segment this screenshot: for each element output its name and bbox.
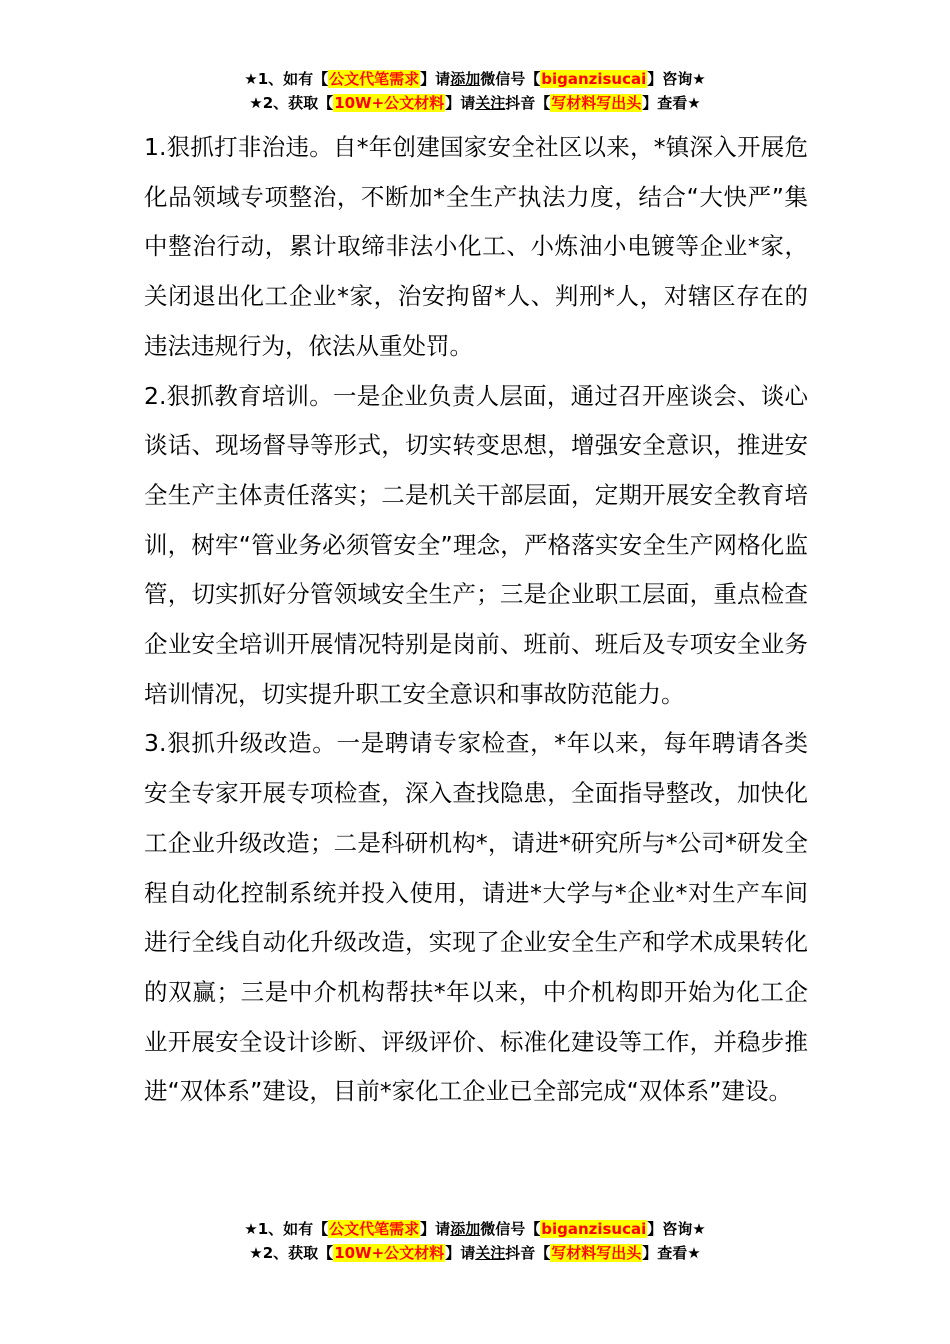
paragraph-1: 1.狠抓打非治违。自*年创建国家安全社区以来，*镇深入开展危化品领域专项整治，不断加*全生产执法力度，结合“大快严”集中整治行动，累计取缔非法小化工、小炼油小电镀等企业*家，关闭退出化工企业*家，治安拘留*人、判刑*人，对辖区存在的违法违规行为，依法从重处罚。 bbox=[144, 133, 808, 360]
promo-line-2: ★2、获取【10W+公文材料】请关注抖音【写材料写出头】查看★ bbox=[249, 94, 701, 112]
highlight-service: 公文代笔需求 bbox=[329, 70, 420, 88]
bottom-promo-banner bbox=[0, 1218, 950, 1266]
highlight-service: 公文代笔需求 bbox=[329, 1220, 420, 1238]
highlight-douyin: 写材料写出头 bbox=[551, 94, 642, 112]
highlight-materials: 10W+公文材料 bbox=[334, 1244, 445, 1262]
highlight-wechat-id: biganzisucai bbox=[541, 70, 647, 88]
top-promo-banner bbox=[0, 68, 950, 116]
paragraph-2: 2.狠抓教育培训。一是企业负责人层面，通过召开座谈会、谈心谈话、现场督导等形式，切实转变思想，增强安全意识，推进安全生产主体责任落实；二是机关干部层面，定期开展安全教育培训，树牢“管业务必须管安全”理念，严格落实安全生产网格化监管，切实抓好分管领域安全生产；三是企业职工层面，重点检查企业安全培训开展情况特别是岗前、班前、班后及专项安全业务培训情况，切实提升职工安全意识和事故防范能力。 bbox=[144, 381, 808, 708]
promo-line-1: ★1、如有【公文代笔需求】请添加微信号【biganzisucai】咨询★ bbox=[244, 1220, 706, 1238]
paragraph-3: 3.狠抓升级改造。一是聘请专家检查，*年以来，每年聘请各类安全专家开展专项检查，深入查找隐患，全面指导整改，加快化工企业升级改造；二是科研机构*，请进*研究所与*公司*研发全程自动化控制系统并投入使用，请进*大学与*企业*对生产车间进行全线自动化升级改造，实现了企业安全生产和学术成果转化的双赢；三是中介机构帮扶*年以来，中介机构即开始为化工企业开展安全设计诊断、评级评价、标准化建设等工作，并稳步推进“双体系”建设，目前*家化工企业已全部完成“双体系”建设。 bbox=[144, 729, 808, 1106]
highlight-materials: 10W+公文材料 bbox=[334, 94, 445, 112]
underlined-add: 添加 bbox=[450, 1220, 481, 1238]
underlined-follow: 关注 bbox=[475, 94, 506, 112]
document-body bbox=[144, 123, 808, 1117]
promo-line-1: ★1、如有【公文代笔需求】请添加微信号【biganzisucai】咨询★ bbox=[244, 70, 706, 88]
underlined-follow: 关注 bbox=[475, 1244, 506, 1262]
promo-line-2: ★2、获取【10W+公文材料】请关注抖音【写材料写出头】查看★ bbox=[249, 1244, 701, 1262]
highlight-wechat-id: biganzisucai bbox=[541, 1220, 647, 1238]
underlined-add: 添加 bbox=[450, 70, 481, 88]
highlight-douyin: 写材料写出头 bbox=[551, 1244, 642, 1262]
